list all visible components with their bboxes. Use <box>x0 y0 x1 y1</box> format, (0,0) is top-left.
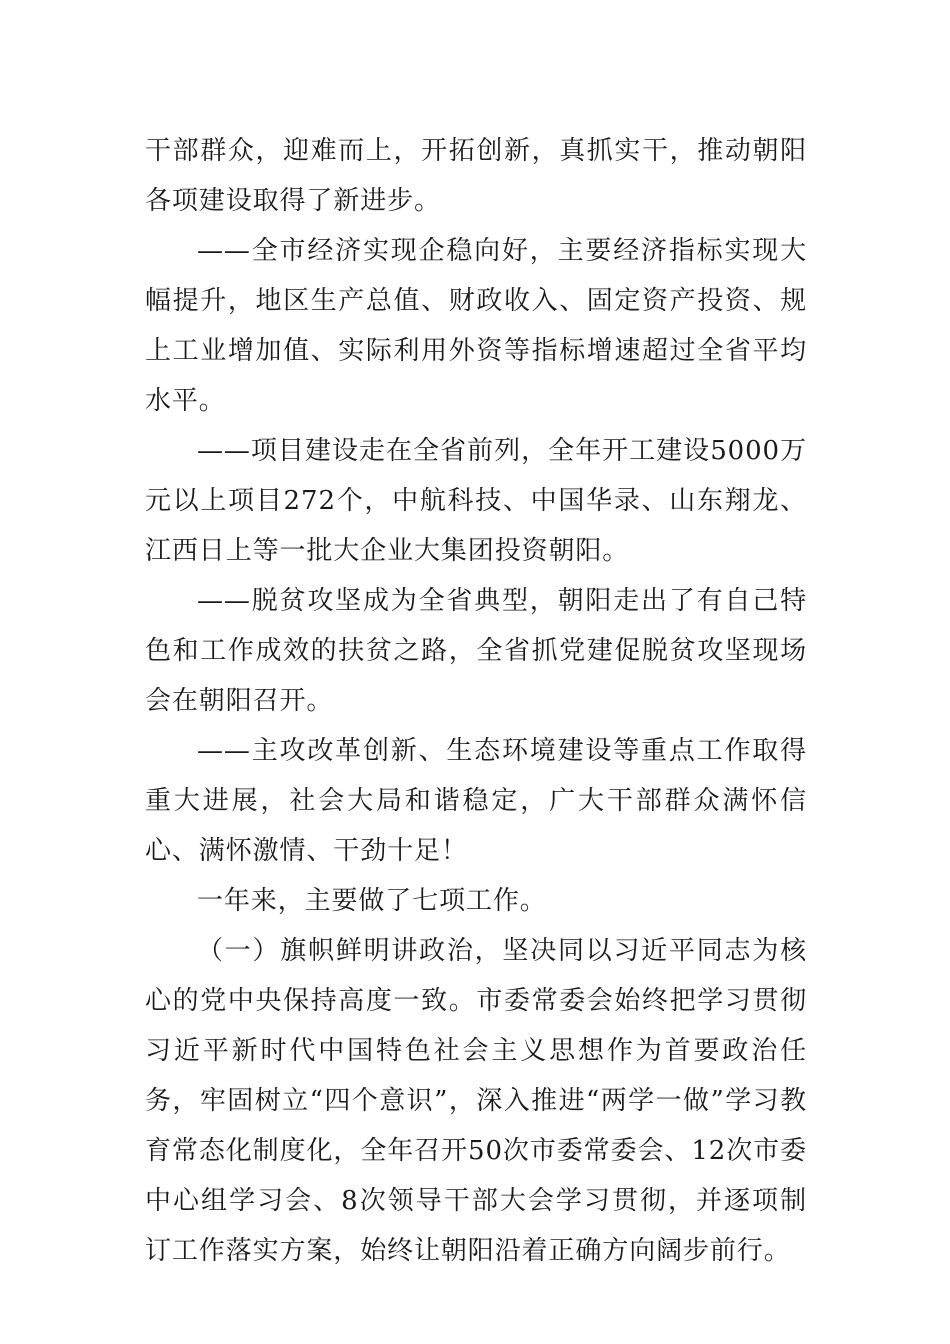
paragraph-economy: ——全市经济实现企稳向好，主要经济指标实现大幅提升，地区生产总值、财政收入、固定资产投资、规上工业增加值、实际利用外资等指标增速超过全省平均水平。 <box>145 236 807 416</box>
document-body <box>145 126 807 1276</box>
paragraph-poverty: ——脱贫攻坚成为全省典型，朝阳走出了有自己特色和工作成效的扶贫之路，全省抓党建促脱贫攻坚现场会在朝阳召开。 <box>145 586 807 716</box>
paragraph-continuation: 干部群众，迎难而上，开拓创新，真抓实干，推动朝阳各项建设取得了新进步。 <box>145 136 807 216</box>
paragraph-politics: （一）旗帜鲜明讲政治，坚决同以习近平同志为核心的党中央保持高度一致。市委常委会始终把学习贯彻习近平新时代中国特色社会主义思想作为首要政治任务，牢固树立“四个意识”，深入推进“两学一做”学习教育常态化制度化，全年召开50次市委常委会、12次市委中心组学习会、8次领导干部大会学习贯彻，并逐项制订工作落实方案，始终让朝阳沿着正确方向阔步前行。 <box>145 936 807 1266</box>
paragraph-reform: ——主攻改革创新、生态环境建设等重点工作取得重大进展，社会大局和谐稳定，广大干部群众满怀信心、满怀激情、干劲十足！ <box>145 736 807 866</box>
paragraph-projects: ——项目建设走在全省前列，全年开工建设5000万元以上项目272个，中航科技、中国华录、山东翔龙、江西日上等一批大企业大集团投资朝阳。 <box>145 436 807 566</box>
paragraph-summary: 一年来，主要做了七项工作。 <box>197 886 547 916</box>
